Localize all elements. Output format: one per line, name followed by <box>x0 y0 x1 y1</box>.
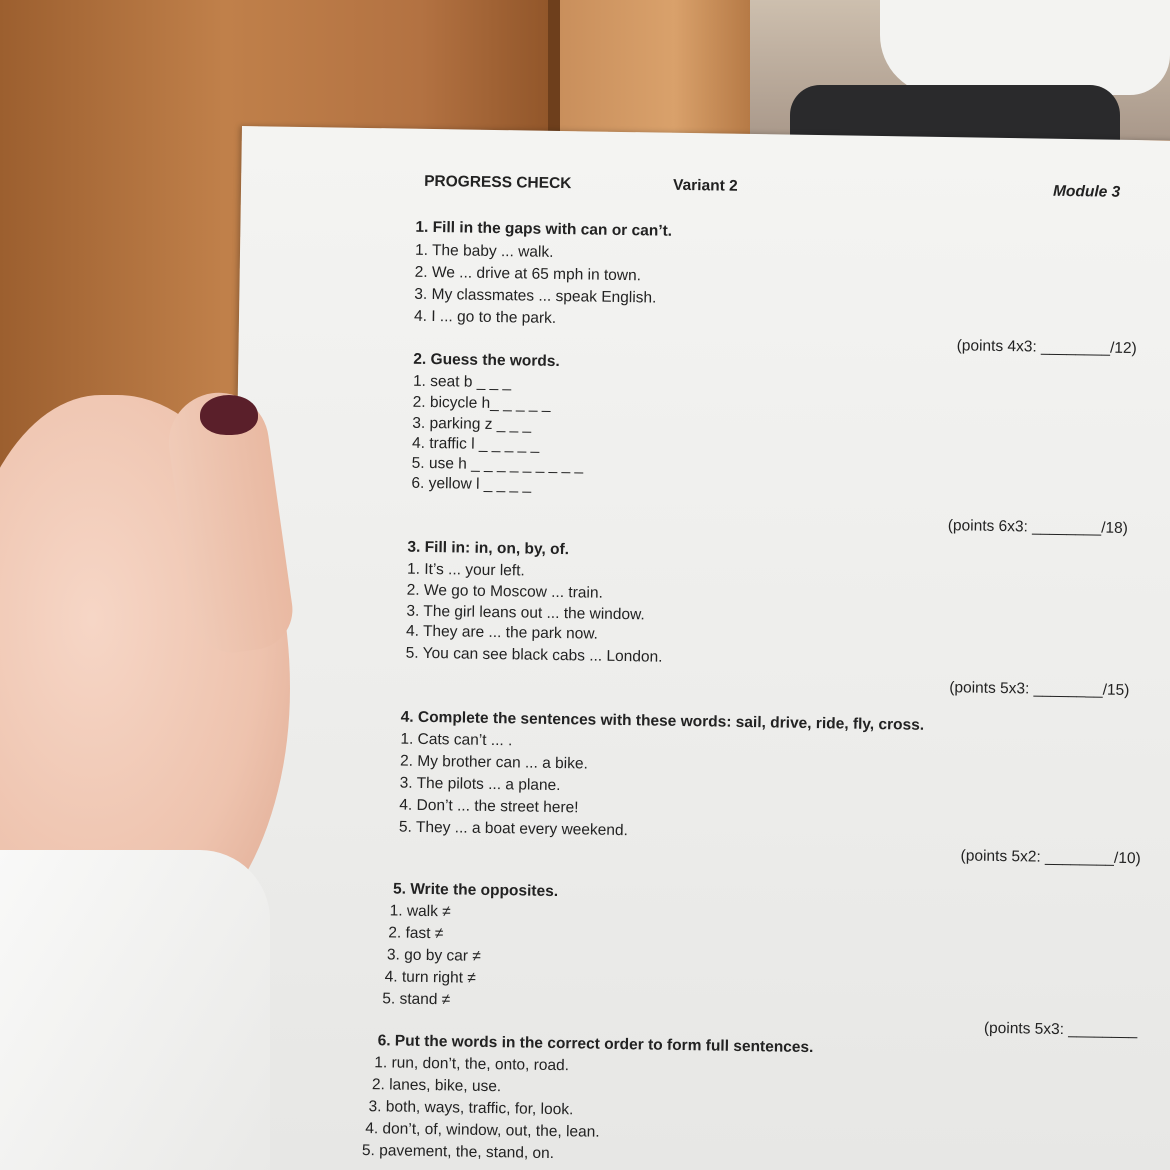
section-1-item: 4. I ... go to the park. <box>413 307 557 327</box>
header-module: Module 3 <box>1052 182 1121 201</box>
section-5-item: 5. stand ≠ <box>382 990 451 1009</box>
section-3-points: (points 5x3: ________/15) <box>949 679 1130 700</box>
section-4-item: 3. The pilots ... a plane. <box>399 774 561 795</box>
section-4-item: 5. They ... a boat every weekend. <box>398 818 629 840</box>
section-6-title: 6. Put the words in the correct order to form full sentences. <box>377 1032 814 1057</box>
section-6-item: 3. both, ways, traffic, for, look. <box>368 1098 574 1119</box>
section-5-item: 2. fast ≠ <box>388 924 444 943</box>
section-2-item: 1. seat b _ _ _ <box>412 372 512 392</box>
section-3-item: 2. We go to Moscow ... train. <box>406 581 603 602</box>
section-1-title: 1. Fill in the gaps with can or can’t. <box>415 218 673 240</box>
section-1-item: 3. My classmates ... speak English. <box>414 285 657 307</box>
section-5-item: 3. go by car ≠ <box>386 946 481 965</box>
header-progress-check: PROGRESS CHECK <box>424 172 572 193</box>
section-6-item: 2. lanes, bike, use. <box>371 1076 502 1096</box>
section-2-item: 2. bicycle h_ _ _ _ _ <box>412 393 551 413</box>
section-5-item: 1. walk ≠ <box>389 902 451 921</box>
section-4-item: 2. My brother can ... a bike. <box>399 752 588 773</box>
section-4-title: 4. Complete the sentences with these words: sail, drive, ride, fly, cross. <box>400 708 925 734</box>
section-2-points: (points 6x3: ________/18) <box>947 517 1129 537</box>
section-4-item: 4. Don’t ... the street here! <box>399 796 579 817</box>
section-6-item: 1. run, don’t, the, onto, road. <box>374 1054 570 1075</box>
white-sleeve <box>0 850 270 1170</box>
section-3-item: 3. The girl leans out ... the window. <box>406 602 645 624</box>
cabinet-edge <box>548 0 560 140</box>
section-2-item: 5. use h _ _ _ _ _ _ _ _ _ <box>411 454 584 475</box>
section-6-item: 4. don’t, of, window, out, the, lean. <box>365 1120 600 1141</box>
section-2-item: 4. traffic l _ _ _ _ _ <box>411 434 540 454</box>
section-3-item: 4. They are ... the park now. <box>405 622 599 643</box>
section-1-item: 2. We ... drive at 65 mph in town. <box>414 263 642 285</box>
section-5-points: (points 5x3: ________ <box>983 1019 1138 1040</box>
section-4-item: 1. Cats can’t ... . <box>400 730 513 750</box>
header-variant: Variant 2 <box>672 176 738 195</box>
section-2-title: 2. Guess the words. <box>413 350 560 371</box>
painted-thumbnail <box>200 395 258 435</box>
section-4-points: (points 5x2: ________/10) <box>960 847 1141 868</box>
section-5-item: 4. turn right ≠ <box>384 968 476 987</box>
section-5-title: 5. Write the opposites. <box>392 880 559 901</box>
section-2-item: 3. parking z _ _ _ <box>412 414 532 434</box>
section-3-item: 5. You can see black cabs ... London. <box>405 644 663 666</box>
section-3-item: 1. It’s ... your left. <box>406 560 525 580</box>
section-3-title: 3. Fill in: in, on, by, of. <box>407 538 570 559</box>
worksheet-paper <box>225 126 1170 1170</box>
section-1-points: (points 4x3: ________/12) <box>956 337 1137 358</box>
section-6-item: 5. pavement, the, stand, on. <box>361 1142 555 1163</box>
section-1-item: 1. The baby ... walk. <box>414 241 554 261</box>
person-shirt <box>880 0 1170 95</box>
section-2-item: 6. yellow l _ _ _ _ <box>411 474 532 494</box>
wooden-door <box>560 0 750 140</box>
